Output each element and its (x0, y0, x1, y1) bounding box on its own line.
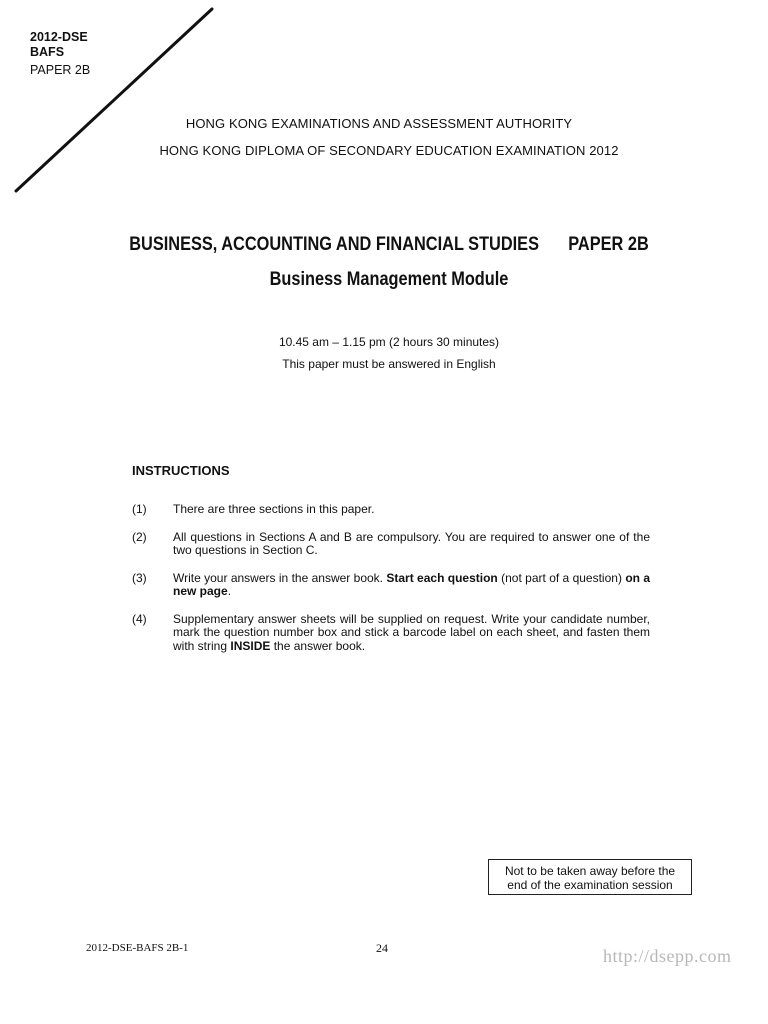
instruction-text-part: All questions in Sections A and B are compulsory. You are required to answer one of the two questions in Section C. (173, 529, 650, 557)
page-number: 24 (376, 941, 388, 955)
exam-time: 10.45 am – 1.15 pm (2 hours 30 minutes) (278, 335, 500, 349)
instruction-text (173, 572, 650, 599)
instruction-text-part: . (227, 584, 232, 598)
module-title: Business Management Module (269, 269, 509, 290)
instruction-number: (4) (132, 611, 147, 626)
instructions-heading: INSTRUCTIONS (132, 463, 230, 478)
instruction-item (132, 503, 650, 517)
instruction-item (132, 613, 650, 654)
instruction-emphasis: on a new page (173, 570, 651, 598)
paper-label: PAPER 2B (30, 63, 91, 77)
paper-title: PAPER 2B (568, 234, 649, 255)
corner-diagonal-line (0, 0, 230, 200)
instruction-text-part: (not part of a question) (497, 570, 626, 585)
examination-name: HONG KONG DIPLOMA OF SECONDARY EDUCATION EXAMINATION 2012 (159, 143, 619, 158)
authority-name: HONG KONG EXAMINATIONS AND ASSESSMENT AUTHORITY (185, 116, 573, 131)
instruction-text (173, 613, 650, 654)
instruction-text-part: the answer book. (270, 638, 366, 653)
instruction-text (173, 503, 650, 517)
exam-code: 2012-DSE (30, 30, 88, 44)
notice-box (488, 859, 692, 895)
subject-name: BUSINESS, ACCOUNTING AND FINANCIAL STUDIES (129, 234, 539, 255)
instruction-number: (1) (132, 502, 147, 516)
subject-title (54, 234, 723, 256)
instruction-number: (2) (132, 529, 147, 544)
footer-paper-code: 2012-DSE-BAFS 2B-1 (86, 942, 189, 954)
instruction-number: (3) (132, 570, 147, 585)
watermark: http://dsepp.com (603, 946, 732, 966)
instruction-text (173, 531, 650, 558)
instruction-item (132, 572, 650, 599)
instructions-list (132, 503, 650, 667)
subject-code: BAFS (30, 45, 65, 59)
instruction-text-part: Write your answers in the answer book. (173, 570, 387, 585)
instruction-text-part: Supplementary answer sheets will be supplied on request. Write your candidate number, mark the question number box and stick a barcode label on each sheet, and fasten them with string (173, 611, 650, 653)
instruction-item (132, 531, 650, 558)
notice-line-2: end of the examination session (507, 878, 673, 892)
instruction-emphasis: Start each question (386, 570, 498, 585)
language-note: This paper must be answered in English (282, 357, 496, 371)
instruction-emphasis: INSIDE (230, 638, 271, 653)
instruction-text-part: There are three sections in this paper. (173, 502, 375, 516)
notice-line-1: Not to be taken away before the (504, 864, 676, 878)
